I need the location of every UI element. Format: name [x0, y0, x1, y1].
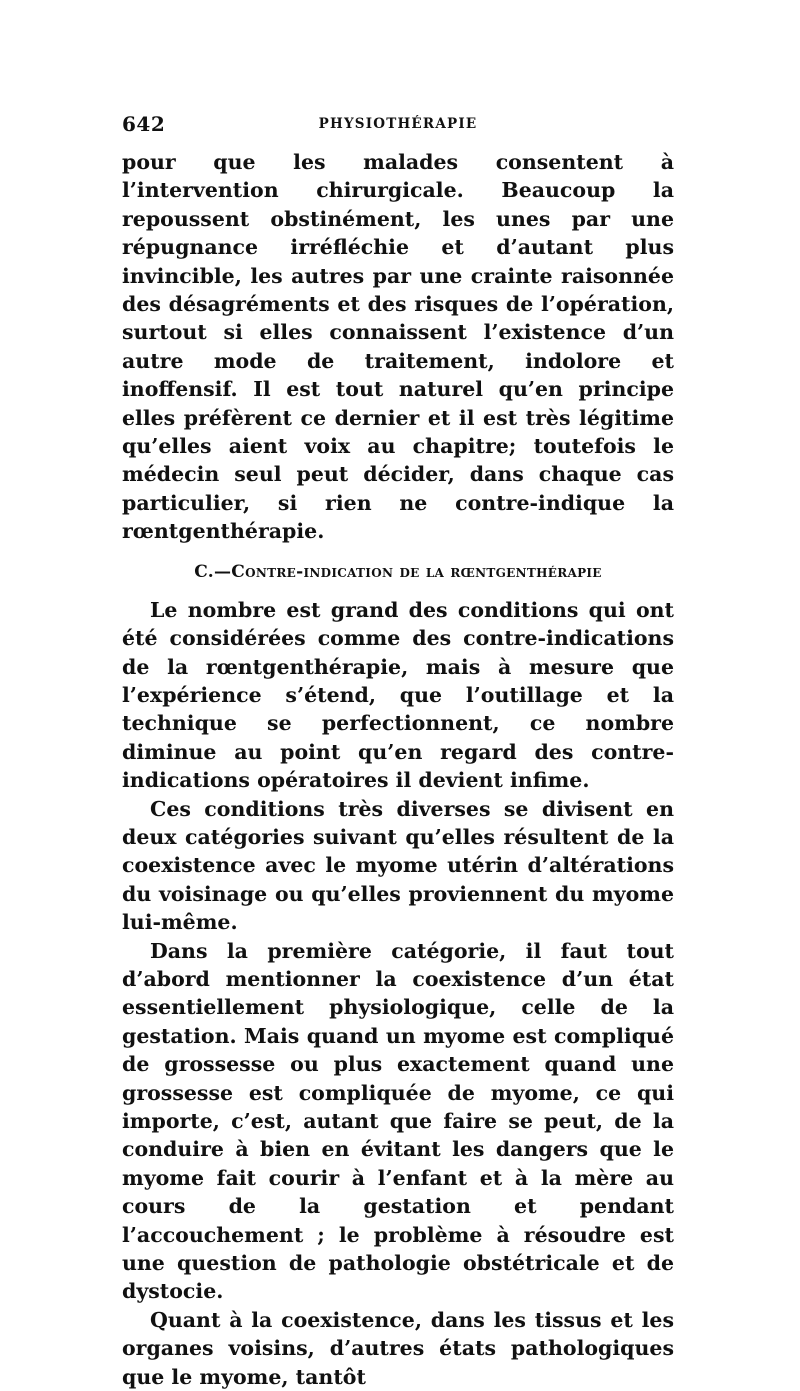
section-letter: C.—: [194, 561, 232, 582]
paragraph: Le nombre est grand des conditions qui ont été considérées comme des contre-indications de la rœntgenthérapie, mais à mesure que l’expérience s’étend, que l’outillage et la technique se perfectionnent, ce nombre diminue au point qu’en regard des contre-indications opératoires il devient infime.: [122, 597, 674, 793]
paragraph: Quant à la coexistence, dans les tissus et les organes voisins, d’autres états pathologiques que le myome, tantôt: [122, 1307, 674, 1389]
running-title: PHYSIOTHÉRAPIE: [318, 116, 478, 132]
paragraph-continued: pour que les malades consentent à l’intervention chirurgicale. Beaucoup la repoussent obstinément, les unes par une répugnance irréfléchie et d’autant plus invincible, les autres par une crainte raisonnée des désagréments et des risques de l’opération, surtout si elles connaissent l’existence d’un autre mode de traitement, indolore et inoffensif. Il est tout naturel qu’en principe elles préfèrent ce dernier et il est très légitime qu’elles aient voix au chapitre; toutefois le médecin seul peut décider, dans chaque cas particulier, si rien ne contre-indique la rœntgenthérapie.: [122, 150, 674, 544]
section-title: Contre-indication de la rœntgenthérapie: [231, 561, 602, 582]
section-heading: [122, 560, 674, 584]
paragraph: Dans la première catégorie, il faut tout d’abord mentionner la coexistence d’un état essentiellement physiologique, celle de la gestation. Mais quand un myome est compliqué de grossesse ou plus exactement quand une grossesse est compliquée de myome, ce qui importe, c’est, autant que faire se peut, de la conduire à bien en évitant les dangers que le myome fait courir à l’enfant et à la mère au cours de la gestation et pendant l’accouchement ; le problème à résoudre est une question de pathologie obstétricale et de dystocie.: [122, 938, 674, 1304]
page-header: [122, 112, 674, 142]
paragraph: Ces conditions très diverses se divisent en deux catégories suivant qu’elles résultent de la coexistence avec le myome utérin d’altérations du voisinage ou qu’elles proviennent du myome lui-même.: [122, 796, 674, 935]
body-text: [122, 148, 674, 1391]
page-number: 642: [122, 112, 166, 136]
